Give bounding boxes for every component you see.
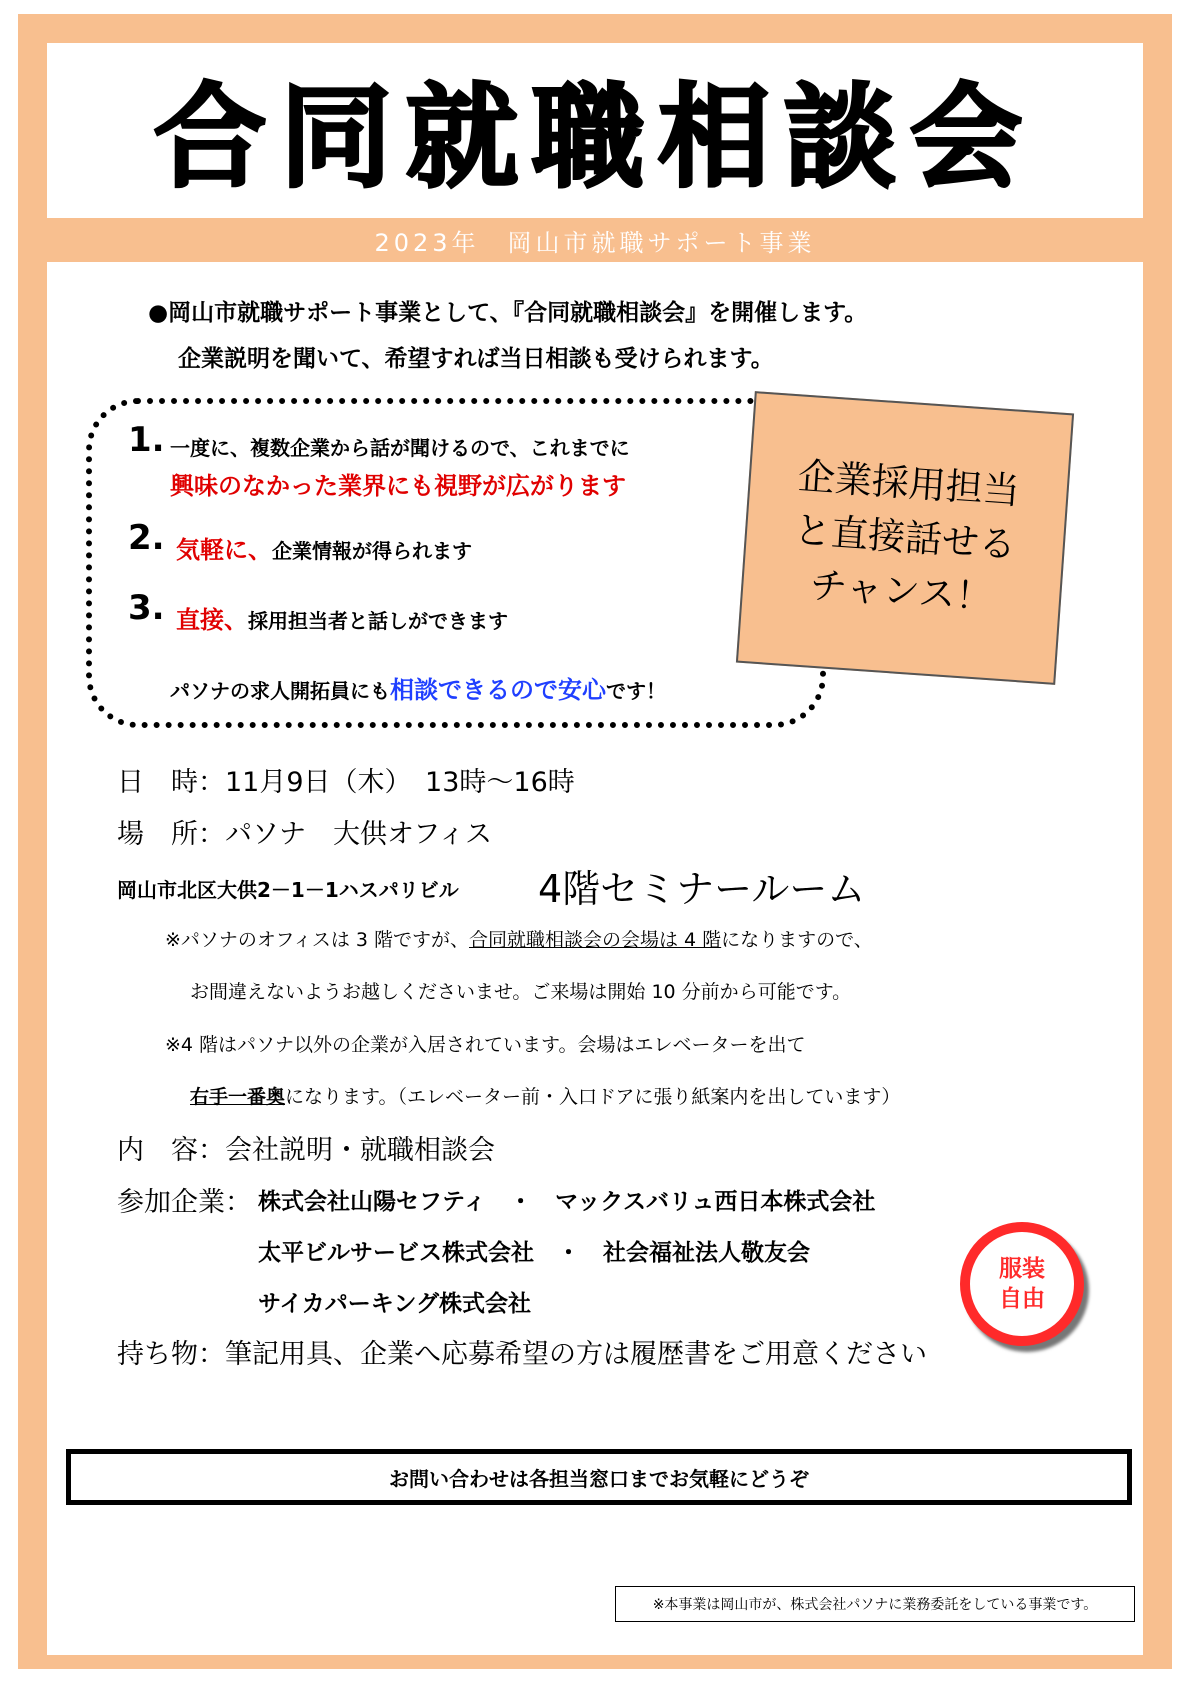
venue-note-1 [165,925,873,952]
venue-note-4-a: 右手一番奥 [190,1086,286,1108]
venue-note-3: ※4 階はパソナ以外の企業が入居されています。会場はエレベーターを出て [165,1034,806,1056]
companies-label: 参加企業： [117,1187,252,1218]
intro-line-2: 企業説明を聞いて、希望すれば当日相談も受けられます。 [178,346,774,372]
event-address: 岡山市北区大供2－1－1ハスパリビル [117,878,459,902]
event-datetime: 日 時：11月9日（木） 13時～16時 [117,767,575,798]
chance-line-2: と直接話せる [792,508,1018,567]
footnote: ※本事業は岡山市が、株式会社パソナに業務委託をしている事業です。 [615,1586,1135,1622]
venue-note-4 [190,1082,900,1109]
subtitle-band: 2023年 岡山市就職サポート事業 [47,218,1143,262]
venue-note-1-c: になりますので、 [721,929,873,951]
point-3-highlight: 直接、 [176,606,248,634]
point-2-text [176,530,472,565]
reassure-text [170,670,666,705]
venue-note-2: お間違えないようお越しくださいませ。ご来場は開始 10 分前から可能です。 [190,981,852,1003]
point-2-rest: 企業情報が得られます [272,539,472,563]
point-3-rest: 採用担当者と話しができます [248,609,508,633]
page-title: 合同就職相談会 [154,72,1036,203]
companies-line-2: 太平ビルサービス株式会社 ・ 社会福祉法人敬友会 [258,1240,810,1266]
intro-line-1: ●岡山市就職サポート事業として、『合同就職相談会』を開催します。 [148,300,868,326]
event-room: 4階セミナールーム [538,867,866,911]
chance-line-3: チャンス！ [808,563,994,620]
contact-box: お問い合わせは各担当窓口までお気軽にどうぞ [66,1449,1132,1505]
dress-line-1: 服装 [999,1256,1045,1282]
event-content: 内 容：会社説明・就職相談会 [117,1135,495,1166]
chance-callout [736,391,1074,685]
point-3-number: 3. [128,588,165,628]
venue-note-1-a: ※パソナのオフィスは 3 階ですが、 [165,929,469,951]
chance-line-1: 企業採用担当 [796,454,1022,513]
event-place: 場 所：パソナ 大供オフィス [117,819,493,850]
point-2-highlight: 気軽に、 [176,536,272,564]
point-1-number: 1. [128,420,165,460]
venue-note-4-b: になります。（エレベーター前・入口ドアに張り紙案内を出しています） [285,1086,901,1108]
point-2-number: 2. [128,518,165,558]
companies-line-1: 株式会社山陽セフティ ・ マックスバリュ西日本株式会社 [258,1189,876,1215]
point-3-text [176,600,508,635]
dress-code-badge [960,1222,1084,1346]
companies-line-3: サイカパーキング株式会社 [258,1291,532,1317]
point-1-text: 一度に、複数企業から話が聞けるので、これまでに [170,436,630,460]
reassure-pre: パソナの求人開拓員にも [170,679,390,703]
belongings: 持ち物：筆記用具、企業へ応募希望の方は履歴書をご用意ください [117,1339,927,1370]
dress-line-2: 自由 [999,1286,1045,1312]
venue-note-1-b: 合同就職相談会の会場は 4 階 [469,929,722,951]
point-1-highlight: 興味のなかった業界にも視野が広がります [170,472,626,500]
reassure-post: です！ [606,679,666,703]
reassure-highlight: 相談できるので安心 [390,676,606,704]
